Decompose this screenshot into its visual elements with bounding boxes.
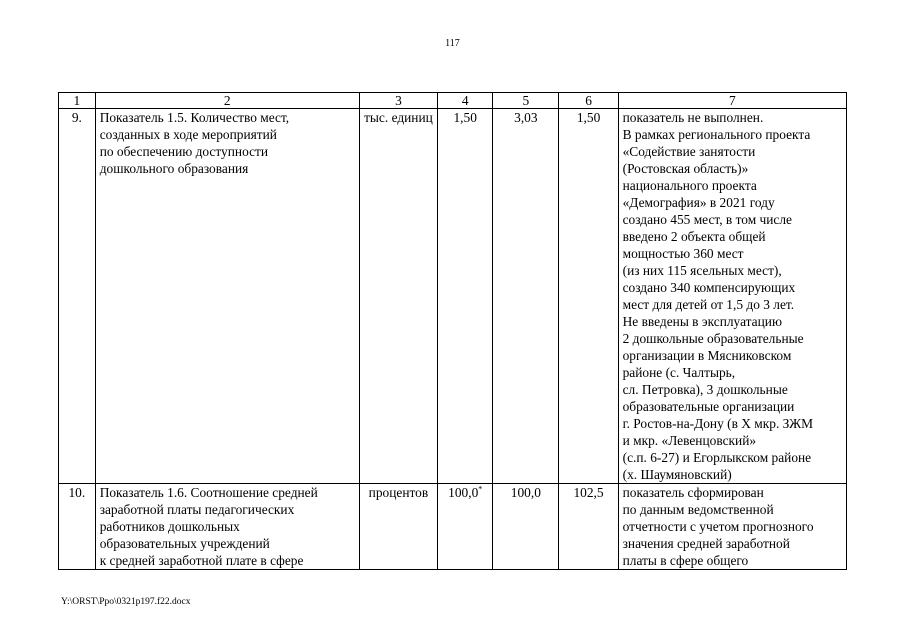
text-line: создано 340 компенсирующих (622, 280, 796, 295)
header-cell: 3 (359, 93, 437, 109)
value-text: 100,0 (448, 485, 479, 500)
text-line: Не введены в эксплуатацию (622, 314, 782, 329)
text-line: «Демография» в 2021 году (622, 195, 775, 210)
text-line: работников дошкольных (99, 519, 240, 534)
text-line: сл. Петровка), 3 дошкольные (622, 382, 788, 397)
value-cell-col4 (438, 109, 493, 484)
text-line: мест для детей от 1,5 до 3 лет. (622, 297, 795, 312)
text-line: значения средней заработной (622, 536, 790, 551)
value-text: 1,50 (453, 110, 477, 125)
value-cell-col4 (438, 484, 493, 570)
text-line: мощностью 360 мест (622, 246, 744, 261)
row-number: 10. (59, 484, 96, 570)
table-header-row (59, 93, 847, 109)
text-line: заработной платы педагогических (99, 502, 295, 517)
indicators-table (58, 92, 847, 570)
text-line: (с.п. 6-27) и Егорлыкском районе (622, 450, 812, 465)
header-cell: 5 (493, 93, 559, 109)
unit-cell: процентов (359, 484, 437, 570)
header-cell: 7 (618, 93, 846, 109)
text-line: показатель сформирован (622, 485, 764, 500)
text-line: введено 2 объекта общей (622, 229, 766, 244)
value-cell-col6: 1,50 (559, 109, 618, 484)
table-row (59, 484, 847, 570)
text-line: платы в сфере общего (622, 553, 749, 568)
text-line: по данным ведомственной (622, 502, 774, 517)
text-line: «Содействие занятости (622, 144, 756, 159)
text-line: В рамках регионального проекта (622, 127, 811, 142)
text-line: национального проекта (622, 178, 757, 193)
text-line: дошкольного образования (99, 161, 249, 176)
header-cell: 1 (59, 93, 96, 109)
text-line: создано 455 мест, в том числе (622, 212, 793, 227)
text-line: образовательных учреждений (99, 536, 270, 551)
text-line: отчетности с учетом прогнозного (622, 519, 814, 534)
text-line: к средней заработной плате в сфере (99, 553, 304, 568)
indicator-name-cell (95, 109, 359, 484)
header-cell: 2 (95, 93, 359, 109)
text-line: Показатель 1.6. Соотношение средней (99, 485, 318, 500)
text-line: районе (с. Чалтырь, (622, 365, 736, 380)
note-cell (618, 109, 846, 484)
text-line: (х. Шаумяновский) (622, 467, 732, 482)
table-row (59, 109, 847, 484)
unit-cell: тыс. единиц (359, 109, 437, 484)
indicator-name-cell (95, 484, 359, 570)
text-line: (Ростовская область)» (622, 161, 749, 176)
text-line: организации в Мясниковском (622, 348, 792, 363)
value-cell-col6: 102,5 (559, 484, 618, 570)
text-line: г. Ростов-на-Дону (в X мкр. ЗЖМ (622, 416, 814, 431)
footnote-mark: * (478, 484, 483, 494)
value-cell-col5: 100,0 (493, 484, 559, 570)
text-line: по обеспечению доступности (99, 144, 269, 159)
note-cell (618, 484, 846, 570)
text-line: образовательные организации (622, 399, 795, 414)
text-line: показатель не выполнен. (622, 110, 764, 125)
file-path-footer: Y:\ORST\Ppo\0321p197.f22.docx (61, 597, 191, 607)
header-cell: 6 (559, 93, 618, 109)
value-cell-col5: 3,03 (493, 109, 559, 484)
text-line: и мкр. «Левенцовский» (622, 433, 757, 448)
text-line: 2 дошкольные образовательные (622, 331, 804, 346)
text-line: Показатель 1.5. Количество мест, (99, 110, 290, 125)
page-number: 117 (445, 38, 460, 49)
header-cell: 4 (438, 93, 493, 109)
text-line: (из них 115 ясельных мест), (622, 263, 782, 278)
row-number: 9. (59, 109, 96, 484)
text-line: созданных в ходе мероприятий (99, 127, 277, 142)
